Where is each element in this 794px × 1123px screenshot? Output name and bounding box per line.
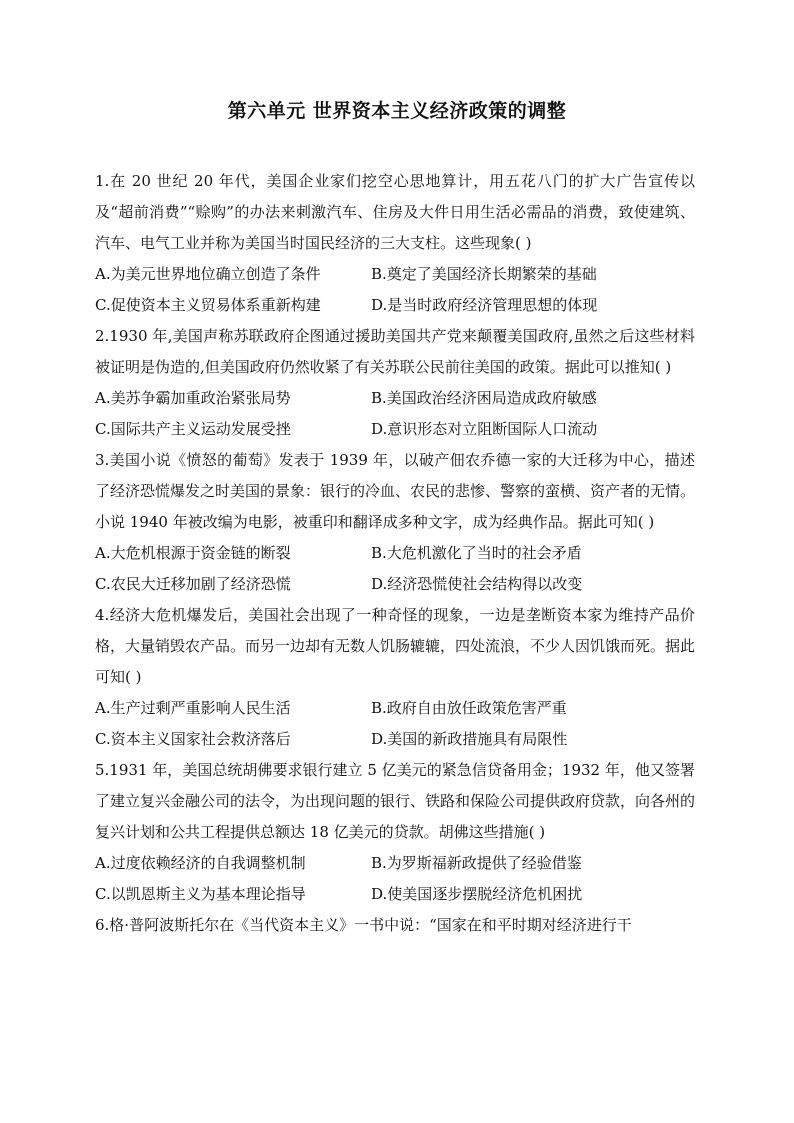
question-list	[95, 166, 695, 941]
option-row	[95, 724, 695, 755]
option-a: A.生产过剩严重影响人民生活	[95, 699, 291, 717]
question-stem: 5.1931 年，美国总统胡佛要求银行建立 5 亿美元的紧急信贷备用金；1932 年，他又签署了建立复兴金融公司的法令，为出现问题的银行、铁路和保险公司提供政府贷款，向各州的复兴计划和公共工程提供总额达 18 亿美元的贷款。胡佛这些措施( )	[95, 761, 696, 841]
option-d: D.是当时政府经济管理思想的体现	[371, 296, 598, 314]
question-1	[95, 166, 695, 321]
option-a: A.过度依赖经济的自我调整机制	[95, 854, 306, 872]
option-row	[95, 414, 695, 445]
option-d: D.使美国逐步摆脱经济危机困扰	[371, 885, 583, 903]
option-row	[95, 879, 695, 910]
option-c: C.促使资本主义贸易体系重新构建	[95, 296, 321, 314]
option-d: D.经济恐慌使社会结构得以改变	[371, 575, 583, 593]
option-d: D.美国的新政措施具有局限性	[371, 730, 568, 748]
question-stem: 2.1930 年,美国声称苏联政府企图通过援助美国共产党来颠覆美国政府,虽然之后这些材料被证明是伪造的,但美国政府仍然收紧了有关苏联公民前往美国的政策。据此可以推知( )	[95, 327, 695, 376]
option-a: A.美苏争霸加重政治紧张局势	[95, 389, 291, 407]
option-row	[95, 693, 695, 724]
option-row	[95, 290, 695, 321]
question-2	[95, 321, 695, 445]
option-b: B.奠定了美国经济长期繁荣的基础	[371, 265, 597, 283]
option-d: D.意识形态对立阻断国际人口流动	[371, 420, 598, 438]
option-c: C.国际共产主义运动发展受挫	[95, 420, 291, 438]
option-row	[95, 383, 695, 414]
question-3	[95, 445, 695, 600]
option-b: B.大危机激化了当时的社会矛盾	[371, 544, 582, 562]
option-row	[95, 569, 695, 600]
option-a: A.大危机根源于资金链的断裂	[95, 544, 291, 562]
option-b: B.为罗斯福新政提供了经验借鉴	[371, 854, 582, 872]
question-stem: 1.在 20 世纪 20 年代，美国企业家们挖空心思地算计，用五花八门的扩大广告宣传以及“超前消费”“赊购”的办法来刺激汽车、住房及大件日用生活必需品的消费，致使建筑、汽车、电气工业并称为美国当时国民经济的三大支柱。这些现象( )	[95, 172, 695, 252]
option-a: A.为美元世界地位确立创造了条件	[95, 265, 321, 283]
question-5	[95, 755, 695, 910]
question-stem: 4.经济大危机爆发后，美国社会出现了一种奇怪的现象，一边是垄断资本家为维持产品价格，大量销毁农产品。而另一边却有无数人饥肠辘辘，四处流浪，不少人因饥饿而死。据此可知( )	[95, 606, 696, 686]
option-c: C.农民大迁移加剧了经济恐慌	[95, 575, 291, 593]
option-b: B.美国政治经济困局造成政府敏感	[371, 389, 597, 407]
option-c: C.资本主义国家社会救济落后	[95, 730, 291, 748]
question-4	[95, 600, 695, 755]
page-title: 第六单元 世界资本主义经济政策的调整	[227, 100, 567, 122]
question-stem: 3.美国小说《愤怒的葡萄》发表于 1939 年，以破产佃农乔德一家的大迁移为中心，描述了经济恐慌爆发之时美国的景象：银行的冷血、农民的悲惨、警察的蛮横、资产者的无情。小说 1940 年被改编为电影，被重印和翻译成多种文字，成为经典作品。据此可知( )	[95, 451, 696, 531]
question-6	[95, 910, 695, 941]
option-row	[95, 538, 695, 569]
option-c: C.以凯恩斯主义为基本理论指导	[95, 885, 306, 903]
option-row	[95, 259, 695, 290]
question-stem: 6.格·普阿波斯托尔在《当代资本主义》一书中说：“国家在和平时期对经济进行干	[95, 916, 632, 934]
option-row	[95, 848, 695, 879]
option-b: B.政府自由放任政策危害严重	[371, 699, 567, 717]
